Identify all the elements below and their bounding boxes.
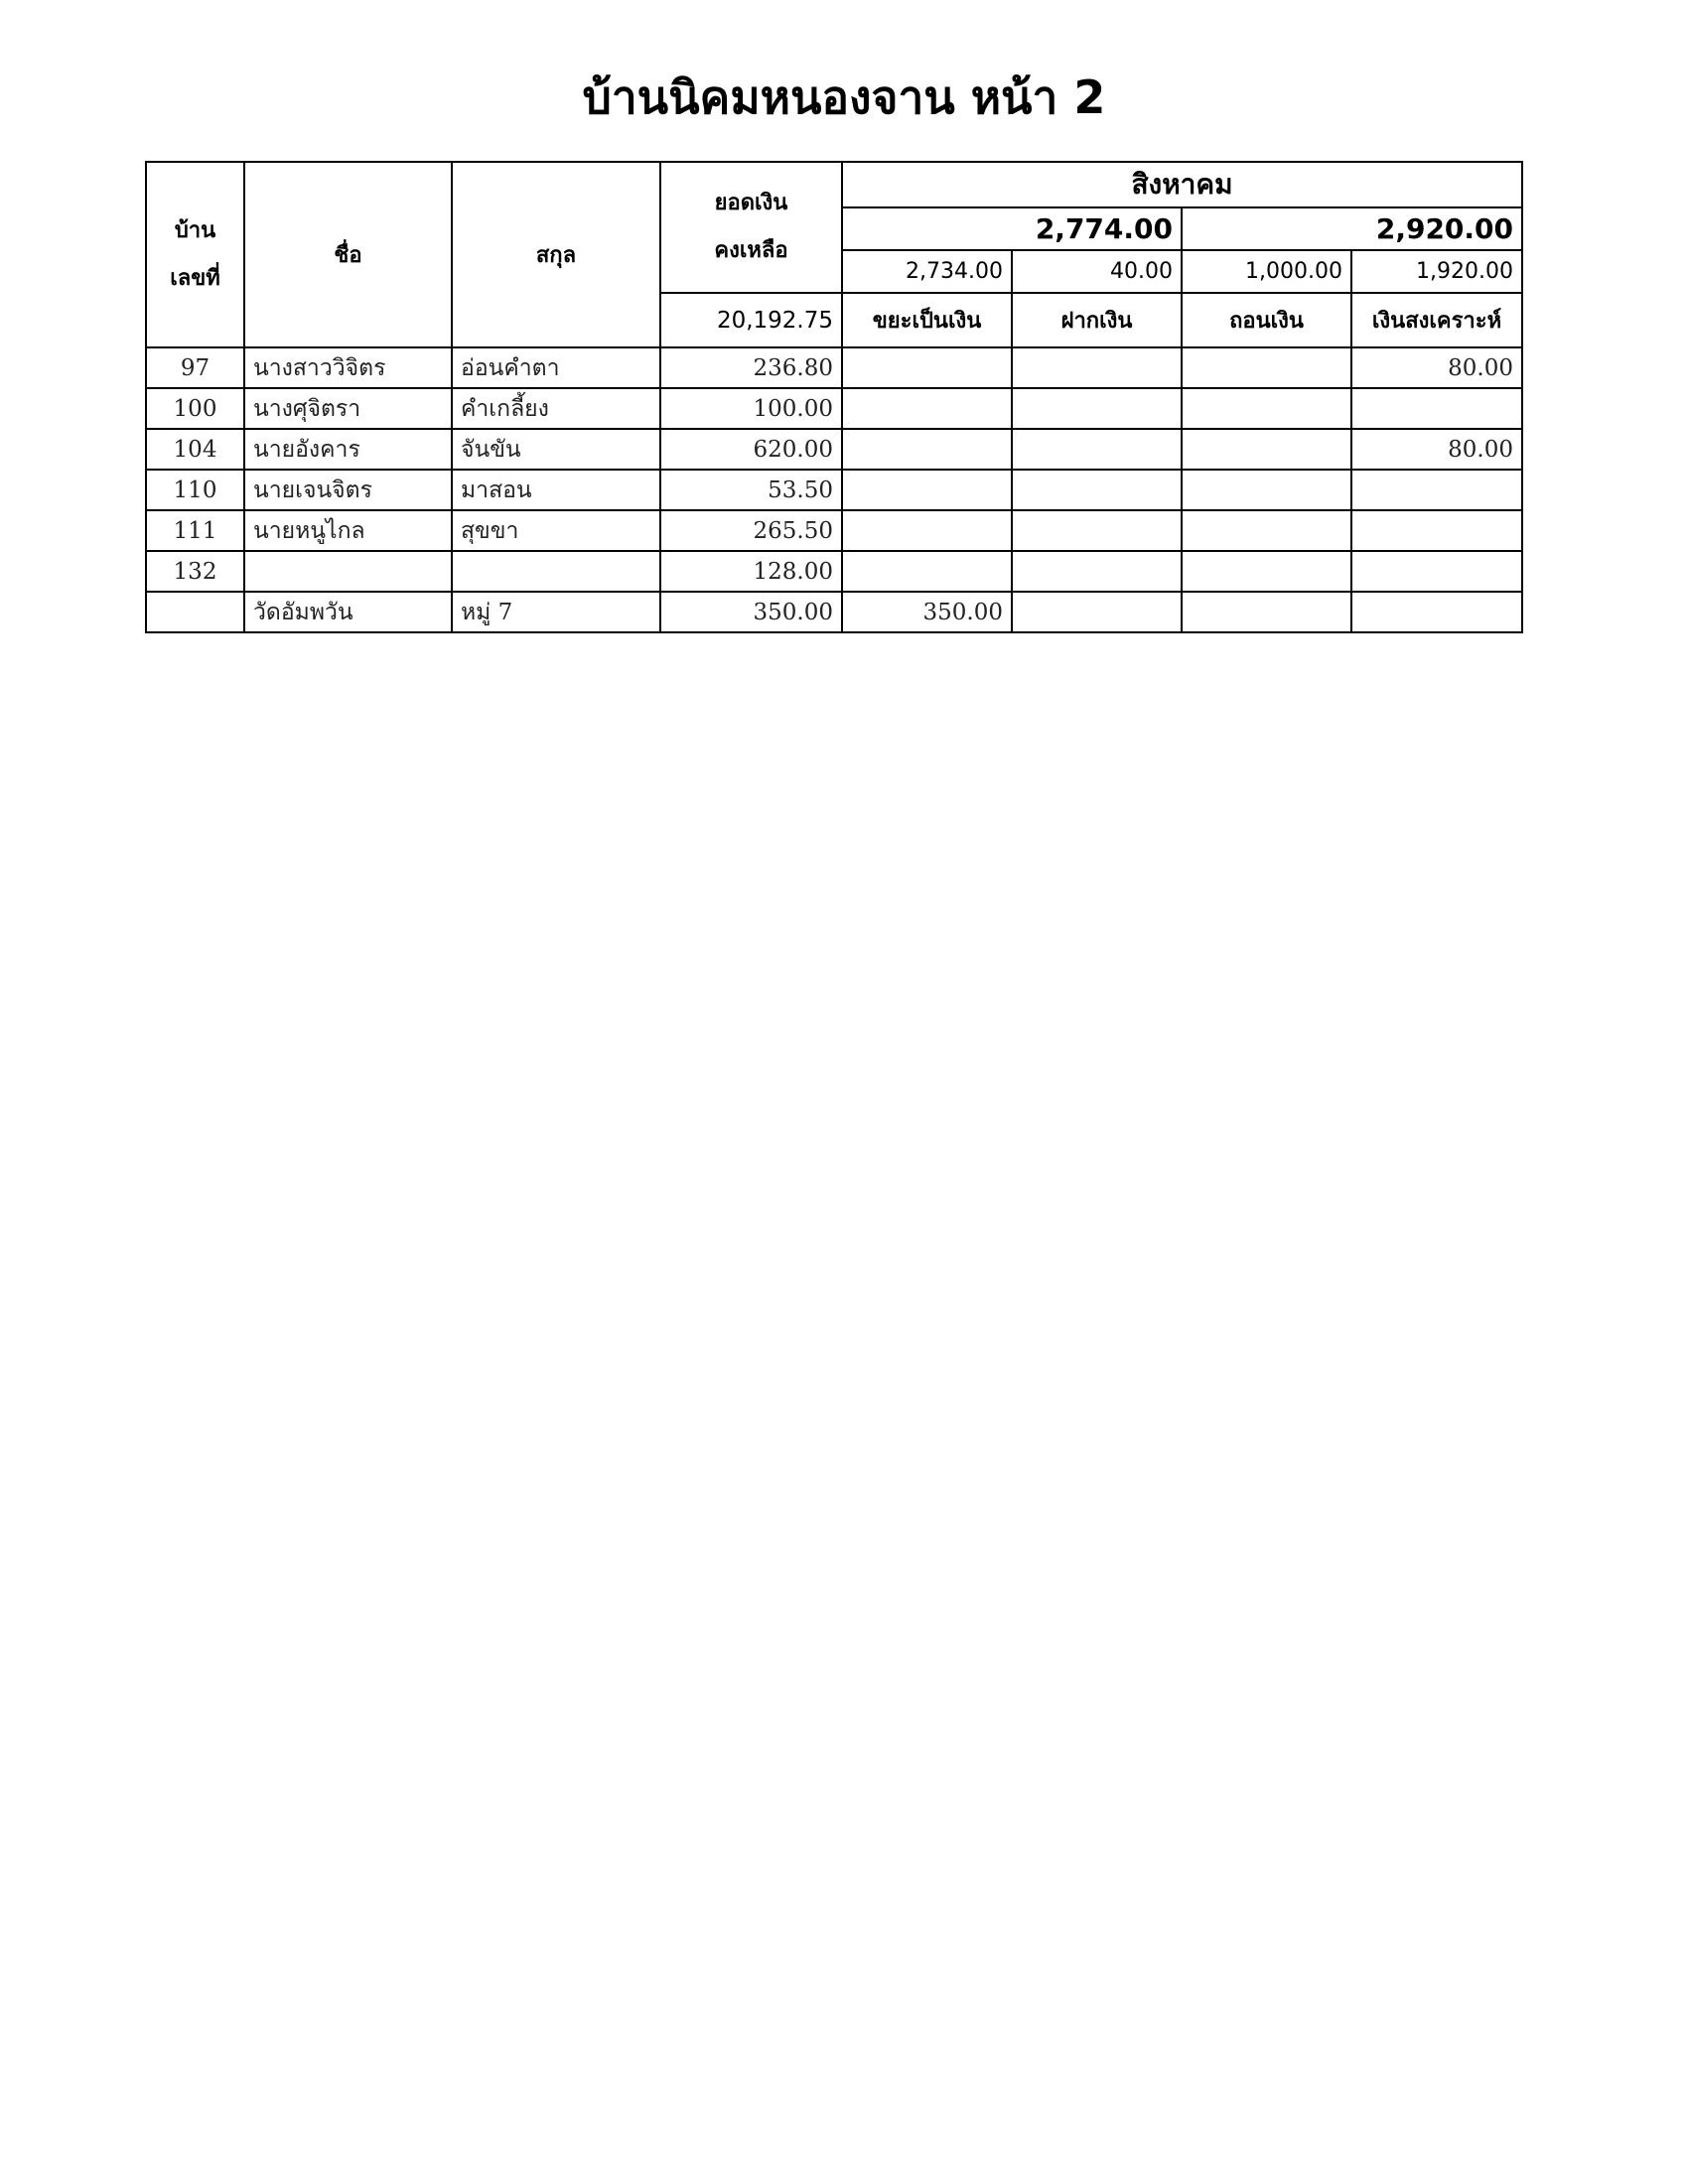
header-balance-total: 20,192.75: [660, 293, 842, 347]
cell-waste: [842, 388, 1012, 429]
cell-deposit: [1012, 388, 1182, 429]
cell-welfare: [1351, 510, 1522, 551]
cell-withdraw: [1182, 347, 1351, 388]
cell-name: นางสาววิจิตร: [244, 347, 452, 388]
cell-balance: 128.00: [660, 551, 842, 592]
header-column-total-waste: 2,734.00: [842, 250, 1012, 293]
header-balance-label-line2: คงเหลือ: [714, 238, 788, 263]
table-row: [146, 551, 1522, 592]
cell-house-no: 104: [146, 429, 244, 470]
header-house-no: [146, 162, 244, 347]
cell-waste: [842, 551, 1012, 592]
cell-surname: คำเกลี้ยง: [452, 388, 660, 429]
header-column-total-deposit: 40.00: [1012, 250, 1182, 293]
cell-waste: [842, 470, 1012, 510]
cell-withdraw: [1182, 551, 1351, 592]
cell-surname: จันขัน: [452, 429, 660, 470]
cell-surname: มาสอน: [452, 470, 660, 510]
cell-welfare: [1351, 592, 1522, 632]
cell-balance: 350.00: [660, 592, 842, 632]
cell-deposit: [1012, 429, 1182, 470]
cell-deposit: [1012, 470, 1182, 510]
table-row: [146, 429, 1522, 470]
header-balance-label-line1: ยอดเงิน: [714, 191, 788, 215]
table-row: [146, 347, 1522, 388]
cell-name: นางศุจิตรา: [244, 388, 452, 429]
header-month: สิงหาคม: [842, 162, 1522, 207]
cell-waste: [842, 510, 1012, 551]
cell-balance: 100.00: [660, 388, 842, 429]
cell-withdraw: [1182, 388, 1351, 429]
cell-welfare: [1351, 551, 1522, 592]
cell-deposit: [1012, 551, 1182, 592]
cell-balance: 620.00: [660, 429, 842, 470]
header-label-withdraw: ถอนเงิน: [1182, 293, 1351, 347]
cell-name: วัดอัมพวัน: [244, 592, 452, 632]
cell-house-no: 132: [146, 551, 244, 592]
ledger-table: [145, 161, 1523, 633]
header-surname: สกุล: [452, 162, 660, 347]
cell-waste: 350.00: [842, 592, 1012, 632]
cell-house-no: 100: [146, 388, 244, 429]
table-row: [146, 510, 1522, 551]
cell-balance: 53.50: [660, 470, 842, 510]
cell-withdraw: [1182, 592, 1351, 632]
cell-welfare: 80.00: [1351, 429, 1522, 470]
header-label-waste: ขยะเป็นเงิน: [842, 293, 1012, 347]
cell-surname: หมู่ 7: [452, 592, 660, 632]
cell-deposit: [1012, 347, 1182, 388]
cell-name: นายเจนจิตร: [244, 470, 452, 510]
header-balance-label: [660, 162, 842, 293]
cell-surname: อ่อนคำตา: [452, 347, 660, 388]
header-column-total-welfare: 1,920.00: [1351, 250, 1522, 293]
cell-name: นายหนูไกล: [244, 510, 452, 551]
cell-deposit: [1012, 592, 1182, 632]
cell-house-no: 97: [146, 347, 244, 388]
cell-waste: [842, 347, 1012, 388]
header-house-no-line2: เลขที่: [170, 265, 220, 291]
table-row: [146, 388, 1522, 429]
cell-welfare: [1351, 388, 1522, 429]
header-group-total-2: 2,920.00: [1182, 207, 1522, 250]
cell-withdraw: [1182, 510, 1351, 551]
header-column-total-withdraw: 1,000.00: [1182, 250, 1351, 293]
cell-balance: 236.80: [660, 347, 842, 388]
cell-name: นายอังคาร: [244, 429, 452, 470]
page-title: บ้านนิคมหนองจาน หน้า 2: [582, 70, 1106, 124]
table-row: [146, 470, 1522, 510]
header-name: ชื่อ: [244, 162, 452, 347]
cell-deposit: [1012, 510, 1182, 551]
cell-welfare: 80.00: [1351, 347, 1522, 388]
header-label-welfare: เงินสงเคราะห์: [1351, 293, 1522, 347]
cell-welfare: [1351, 470, 1522, 510]
cell-balance: 265.50: [660, 510, 842, 551]
cell-name: [244, 551, 452, 592]
cell-surname: สุขขา: [452, 510, 660, 551]
cell-house-no: 110: [146, 470, 244, 510]
cell-withdraw: [1182, 470, 1351, 510]
table-row: [146, 592, 1522, 632]
cell-house-no: 111: [146, 510, 244, 551]
cell-house-no: [146, 592, 244, 632]
cell-surname: [452, 551, 660, 592]
header-group-total-1: 2,774.00: [842, 207, 1182, 250]
header-label-deposit: ฝากเงิน: [1012, 293, 1182, 347]
cell-waste: [842, 429, 1012, 470]
cell-withdraw: [1182, 429, 1351, 470]
header-house-no-line1: บ้าน: [174, 217, 216, 243]
